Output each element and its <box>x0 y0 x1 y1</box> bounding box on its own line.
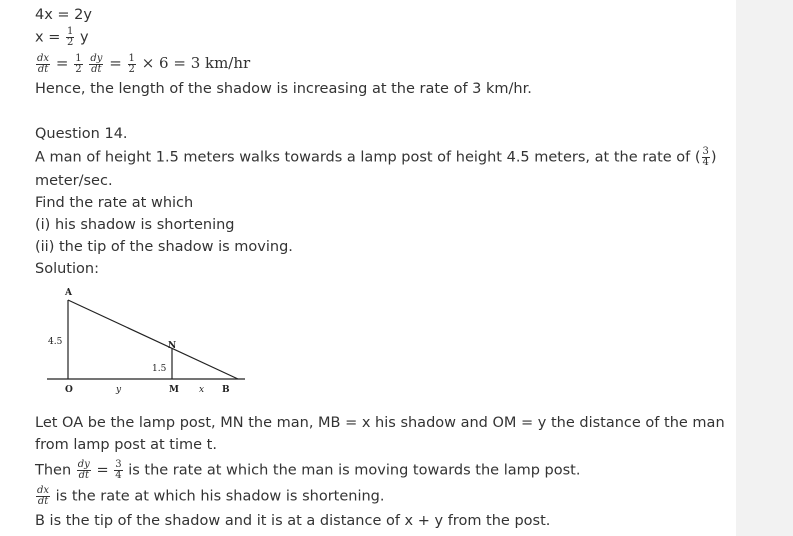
eq3-dxdt <box>36 54 50 75</box>
question-line-5: (ii) the tip of the shadow is moving. <box>35 239 293 255</box>
label-A: A <box>65 288 72 298</box>
question-line-2: meter/sec. <box>35 173 113 189</box>
eq3-half-2 <box>128 54 136 75</box>
p3-dt: dt <box>78 470 90 481</box>
eq3-equals-1: = <box>55 54 69 72</box>
eq3-half-num: 1 <box>75 52 82 64</box>
p4-dxdt <box>36 486 50 507</box>
p3-den: 4 <box>115 470 122 481</box>
p3-num: 3 <box>115 459 122 470</box>
question-line-4: (i) his shadow is shortening <box>35 217 235 233</box>
label-1-5: 1.5 <box>152 364 167 374</box>
eq3-half-den: 2 <box>75 63 82 75</box>
solution-label: Solution: <box>35 261 99 277</box>
label-x: x <box>199 385 205 395</box>
paragraph-2: from lamp post at time t. <box>35 437 217 453</box>
paragraph-5: B is the tip of the shadow and it is at a distance of x + y from the post. <box>35 513 551 529</box>
label-N: N <box>168 341 177 351</box>
paragraph-4 <box>35 486 385 507</box>
lamp-post-diagram <box>35 284 250 400</box>
p3-equals: = <box>96 462 109 479</box>
p4-suffix: is the rate at which his shadow is shortening. <box>55 488 385 505</box>
eq3-dt2: dt <box>91 63 102 75</box>
p4-dx: dx <box>37 485 50 496</box>
label-B: B <box>222 385 230 395</box>
p3-dy: dy <box>77 459 90 470</box>
paragraph-1: Let OA be the lamp post, MN the man, MB = x his shadow and OM = y the distance of the man <box>35 415 725 431</box>
eq3-half2-den: 2 <box>128 63 135 75</box>
label-4-5: 4.5 <box>48 337 63 347</box>
conclusion-text: Hence, the length of the shadow is increasing at the rate of 3 km/hr. <box>35 81 532 97</box>
p4-dt: dt <box>37 496 49 507</box>
eq2-frac-den: 2 <box>66 37 74 48</box>
p3-prefix: Then <box>35 462 72 479</box>
label-M: M <box>169 385 179 395</box>
eq2-suffix: y <box>79 29 89 46</box>
eq2-prefix: x = <box>35 29 61 46</box>
question-frac-den: 4 <box>702 157 709 168</box>
question-line-1 <box>35 147 717 168</box>
eq3-half <box>74 54 82 75</box>
question-line-3: Find the rate at which <box>35 195 194 211</box>
eq3-dydt <box>89 54 103 75</box>
label-O: O <box>65 385 73 395</box>
eq3-dt: dt <box>37 63 49 75</box>
eq3-dy: dy <box>90 52 103 64</box>
eq3-tail: × 6 = 3 km/hr <box>141 54 251 72</box>
label-y: y <box>116 385 122 395</box>
question-title: Question 14. <box>35 126 128 142</box>
equation-line-3 <box>35 53 250 75</box>
equation-line-1: 4x = 2y <box>35 7 92 23</box>
right-sidebar <box>736 0 793 536</box>
eq2-frac-num: 1 <box>66 26 74 37</box>
eq3-equals-2: = <box>109 54 122 72</box>
eq3-half2-num: 1 <box>128 52 135 64</box>
question-fraction <box>702 147 710 168</box>
paragraph-3 <box>35 460 580 481</box>
eq2-fraction <box>66 27 74 48</box>
p3-fraction <box>114 460 122 481</box>
question-frac-num: 3 <box>702 146 709 157</box>
p3-dydt <box>77 460 91 481</box>
p3-suffix: is the rate at which the man is moving towards the lamp post. <box>128 462 581 479</box>
question-line-1-b: ) <box>710 149 717 166</box>
question-line-1-a: A man of height 1.5 meters walks towards a lamp post of height 4.5 meters, at the rate of ( <box>35 149 701 166</box>
equation-line-2 <box>35 27 89 48</box>
eq3-dx: dx <box>37 52 50 64</box>
